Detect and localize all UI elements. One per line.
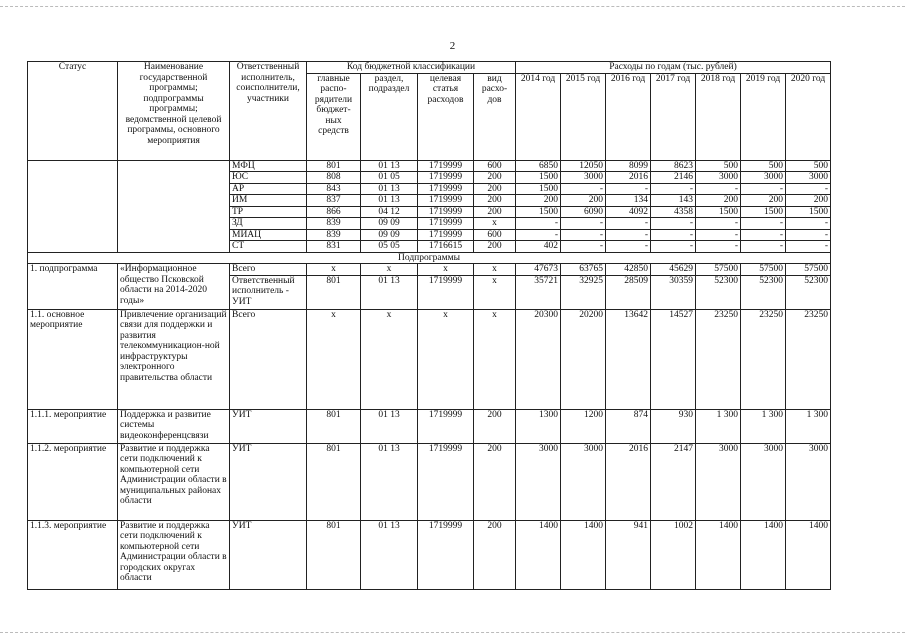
grbs-cell: 839 — [307, 229, 361, 241]
value-cell: - — [786, 241, 831, 253]
value-cell: 6850 — [516, 160, 561, 172]
value-cell: 30359 — [651, 275, 696, 309]
value-cell: 57500 — [741, 264, 786, 276]
page-number: 2 — [449, 40, 456, 52]
value-cell: - — [741, 183, 786, 195]
kind-cell: 600 — [474, 160, 516, 172]
grbs-cell: 839 — [307, 218, 361, 230]
executor-cell: Всего — [230, 264, 307, 276]
value-cell: 874 — [606, 409, 651, 443]
table-row — [28, 309, 831, 409]
executor-cell: ЮС — [230, 172, 307, 184]
value-cell: - — [786, 183, 831, 195]
value-cell: 3000 — [786, 172, 831, 184]
value-cell: 200 — [786, 195, 831, 207]
value-cell: 32925 — [561, 275, 606, 309]
section-cell: 01 13 — [361, 443, 418, 520]
section-cell: х — [361, 309, 418, 409]
value-cell: 3000 — [561, 172, 606, 184]
value-cell: 3000 — [696, 172, 741, 184]
executor-cell: МИАЦ — [230, 229, 307, 241]
value-cell: 500 — [741, 160, 786, 172]
value-cell: 200 — [741, 195, 786, 207]
target-cell: 1719999 — [418, 206, 474, 218]
kind-cell: 200 — [474, 172, 516, 184]
value-cell: 1500 — [516, 183, 561, 195]
value-cell: - — [651, 218, 696, 230]
value-cell: 1400 — [696, 520, 741, 589]
value-cell: 52300 — [741, 275, 786, 309]
value-cell: - — [561, 229, 606, 241]
value-cell: - — [696, 241, 741, 253]
section-cell: 05 05 — [361, 241, 418, 253]
header-status: Статус — [28, 62, 118, 161]
kind-cell: х — [474, 218, 516, 230]
value-cell: - — [786, 218, 831, 230]
value-cell: 1300 — [516, 409, 561, 443]
value-cell: 3000 — [741, 443, 786, 520]
kind-cell: 200 — [474, 241, 516, 253]
value-cell: 4358 — [651, 206, 696, 218]
value-cell: 4092 — [606, 206, 651, 218]
status-cell: 1.1. основное мероприятие — [28, 309, 118, 409]
value-cell: 23250 — [696, 309, 741, 409]
header-budget-code: Код бюджетной классификации — [307, 62, 516, 74]
value-cell: 3000 — [786, 443, 831, 520]
value-cell: 3000 — [516, 443, 561, 520]
executor-cell: Ответственный исполнитель - УИТ — [230, 275, 307, 309]
grbs-cell: 801 — [307, 520, 361, 589]
value-cell: 1400 — [786, 520, 831, 589]
value-cell: 1400 — [561, 520, 606, 589]
scan-bottom-edge — [0, 632, 905, 634]
value-cell: 8623 — [651, 160, 696, 172]
value-cell: 941 — [606, 520, 651, 589]
kind-cell: 200 — [474, 409, 516, 443]
target-cell: х — [418, 264, 474, 276]
section-cell: 01 13 — [361, 195, 418, 207]
value-cell: - — [606, 218, 651, 230]
value-cell: 500 — [786, 160, 831, 172]
value-cell: 1400 — [741, 520, 786, 589]
target-cell: 1719999 — [418, 183, 474, 195]
value-cell: 402 — [516, 241, 561, 253]
subprograms-label: Подпрограммы — [28, 252, 831, 264]
table-row — [28, 520, 831, 589]
executor-cell: УИТ — [230, 520, 307, 589]
executor-cell: МФЦ — [230, 160, 307, 172]
value-cell: 20200 — [561, 309, 606, 409]
status-cell: 1.1.2. мероприятие — [28, 443, 118, 520]
value-cell: 2016 — [606, 443, 651, 520]
value-cell: 52300 — [786, 275, 831, 309]
value-cell: - — [606, 229, 651, 241]
kind-cell: 200 — [474, 520, 516, 589]
value-cell: 1500 — [741, 206, 786, 218]
target-cell: 1719999 — [418, 229, 474, 241]
value-cell: 52300 — [696, 275, 741, 309]
table-row — [28, 160, 831, 172]
grbs-cell: 801 — [307, 275, 361, 309]
kind-cell: х — [474, 275, 516, 309]
grbs-cell: 801 — [307, 409, 361, 443]
budget-table — [27, 61, 831, 590]
section-cell: 01 13 — [361, 409, 418, 443]
grbs-cell: х — [307, 309, 361, 409]
value-cell: - — [516, 229, 561, 241]
target-cell: 1719999 — [418, 409, 474, 443]
kind-cell: 200 — [474, 206, 516, 218]
value-cell: 134 — [606, 195, 651, 207]
grbs-cell: 801 — [307, 160, 361, 172]
value-cell: - — [741, 241, 786, 253]
name-cell: Привлечение организаций связи для поддержки и развития телекоммуникацион-ной инфраструктуры электронного правительства области — [118, 309, 230, 409]
header-target: целевая статья расходов — [418, 73, 474, 160]
value-cell: 3000 — [696, 443, 741, 520]
target-cell: 1719999 — [418, 520, 474, 589]
section-cell: 01 13 — [361, 275, 418, 309]
value-cell: 200 — [516, 195, 561, 207]
name-cell: Развитие и поддержка сети подключений к компьютерной сети Администрации области в муниципальных районах области — [118, 443, 230, 520]
value-cell: 35721 — [516, 275, 561, 309]
value-cell: - — [651, 241, 696, 253]
empty-cell — [118, 160, 230, 252]
executor-cell: ИМ — [230, 195, 307, 207]
kind-cell: х — [474, 264, 516, 276]
value-cell: - — [606, 241, 651, 253]
scan-top-edge — [0, 6, 905, 8]
value-cell: - — [696, 229, 741, 241]
value-cell: - — [516, 218, 561, 230]
grbs-cell: х — [307, 264, 361, 276]
executor-cell: ТР — [230, 206, 307, 218]
executor-cell: УИТ — [230, 443, 307, 520]
value-cell: - — [696, 183, 741, 195]
executor-cell: СТ — [230, 241, 307, 253]
value-cell: 200 — [696, 195, 741, 207]
value-cell: 23250 — [786, 309, 831, 409]
grbs-cell: 837 — [307, 195, 361, 207]
value-cell: 1400 — [516, 520, 561, 589]
target-cell: х — [418, 309, 474, 409]
header-year: 2017 год — [651, 73, 696, 160]
value-cell: - — [606, 183, 651, 195]
header-section: раздел, подраздел — [361, 73, 418, 160]
value-cell: 1200 — [561, 409, 606, 443]
value-cell: 1500 — [516, 206, 561, 218]
grbs-cell: 831 — [307, 241, 361, 253]
value-cell: 2147 — [651, 443, 696, 520]
header-year: 2014 год — [516, 73, 561, 160]
value-cell: 13642 — [606, 309, 651, 409]
kind-cell: 600 — [474, 229, 516, 241]
name-cell: Развитие и поддержка сети подключений к компьютерной сети Администрации области в городских округах области — [118, 520, 230, 589]
value-cell: 57500 — [786, 264, 831, 276]
grbs-cell: 801 — [307, 443, 361, 520]
kind-cell: х — [474, 309, 516, 409]
target-cell: 1716615 — [418, 241, 474, 253]
value-cell: 2016 — [606, 172, 651, 184]
grbs-cell: 866 — [307, 206, 361, 218]
status-cell: 1. подпрограмма — [28, 264, 118, 310]
value-cell: - — [741, 218, 786, 230]
value-cell: - — [651, 183, 696, 195]
value-cell: 47673 — [516, 264, 561, 276]
value-cell: 42850 — [606, 264, 651, 276]
value-cell: 1500 — [696, 206, 741, 218]
header-year: 2015 год — [561, 73, 606, 160]
value-cell: 1 300 — [786, 409, 831, 443]
value-cell: 14527 — [651, 309, 696, 409]
value-cell: - — [741, 229, 786, 241]
section-cell: 01 13 — [361, 160, 418, 172]
value-cell: 930 — [651, 409, 696, 443]
target-cell: 1719999 — [418, 160, 474, 172]
section-cell: 04 12 — [361, 206, 418, 218]
executor-cell: ЗД — [230, 218, 307, 230]
value-cell: 63765 — [561, 264, 606, 276]
value-cell: - — [561, 183, 606, 195]
header-name: Наименование государственной программы; подпрограммы программы; ведомственной целевой программы, основного мероприятия — [118, 62, 230, 161]
section-row — [28, 252, 831, 264]
table-row — [28, 409, 831, 443]
value-cell: - — [561, 218, 606, 230]
value-cell: 1 300 — [696, 409, 741, 443]
value-cell: - — [696, 218, 741, 230]
executor-cell: АР — [230, 183, 307, 195]
kind-cell: 200 — [474, 443, 516, 520]
value-cell: - — [651, 229, 696, 241]
header-grbs: главные распо- рядители бюджет- ных средств — [307, 73, 361, 160]
value-cell: 500 — [696, 160, 741, 172]
section-cell: 09 09 — [361, 218, 418, 230]
value-cell: 6090 — [561, 206, 606, 218]
name-cell: Поддержка и развитие системы видеоконференцсвязи — [118, 409, 230, 443]
target-cell: 1719999 — [418, 195, 474, 207]
status-cell: 1.1.1. мероприятие — [28, 409, 118, 443]
value-cell: 1 300 — [741, 409, 786, 443]
grbs-cell: 843 — [307, 183, 361, 195]
kind-cell: 200 — [474, 195, 516, 207]
section-cell: 01 13 — [361, 520, 418, 589]
value-cell: 3000 — [561, 443, 606, 520]
value-cell: 20300 — [516, 309, 561, 409]
executor-cell: Всего — [230, 309, 307, 409]
value-cell: 2146 — [651, 172, 696, 184]
value-cell: 28509 — [606, 275, 651, 309]
section-cell: х — [361, 264, 418, 276]
empty-cell — [28, 160, 118, 252]
target-cell: 1719999 — [418, 275, 474, 309]
target-cell: 1719999 — [418, 443, 474, 520]
table-row — [28, 443, 831, 520]
header-kind: вид расхо- дов — [474, 73, 516, 160]
value-cell: 23250 — [741, 309, 786, 409]
status-cell: 1.1.3. мероприятие — [28, 520, 118, 589]
value-cell: 8099 — [606, 160, 651, 172]
header-year: 2019 год — [741, 73, 786, 160]
value-cell: - — [786, 229, 831, 241]
section-cell: 01 13 — [361, 183, 418, 195]
grbs-cell: 808 — [307, 172, 361, 184]
target-cell: 1719999 — [418, 172, 474, 184]
value-cell: 143 — [651, 195, 696, 207]
table-row — [28, 264, 831, 276]
value-cell: 1002 — [651, 520, 696, 589]
value-cell: - — [561, 241, 606, 253]
value-cell: 57500 — [696, 264, 741, 276]
kind-cell: 200 — [474, 183, 516, 195]
header-year: 2020 год — [786, 73, 831, 160]
name-cell: «Информационное общество Псковской области на 2014-2020 годы» — [118, 264, 230, 310]
header-year: 2016 год — [606, 73, 651, 160]
target-cell: 1719999 — [418, 218, 474, 230]
value-cell: 45629 — [651, 264, 696, 276]
header-executor: Ответственный исполнитель, соисполнители, участники — [230, 62, 307, 161]
section-cell: 01 05 — [361, 172, 418, 184]
header-year: 2018 год — [696, 73, 741, 160]
section-cell: 09 09 — [361, 229, 418, 241]
value-cell: 3000 — [741, 172, 786, 184]
value-cell: 12050 — [561, 160, 606, 172]
value-cell: 1500 — [516, 172, 561, 184]
header-expenses: Расходы по годам (тыс. рублей) — [516, 62, 831, 74]
value-cell: 200 — [561, 195, 606, 207]
executor-cell: УИТ — [230, 409, 307, 443]
value-cell: 1500 — [786, 206, 831, 218]
